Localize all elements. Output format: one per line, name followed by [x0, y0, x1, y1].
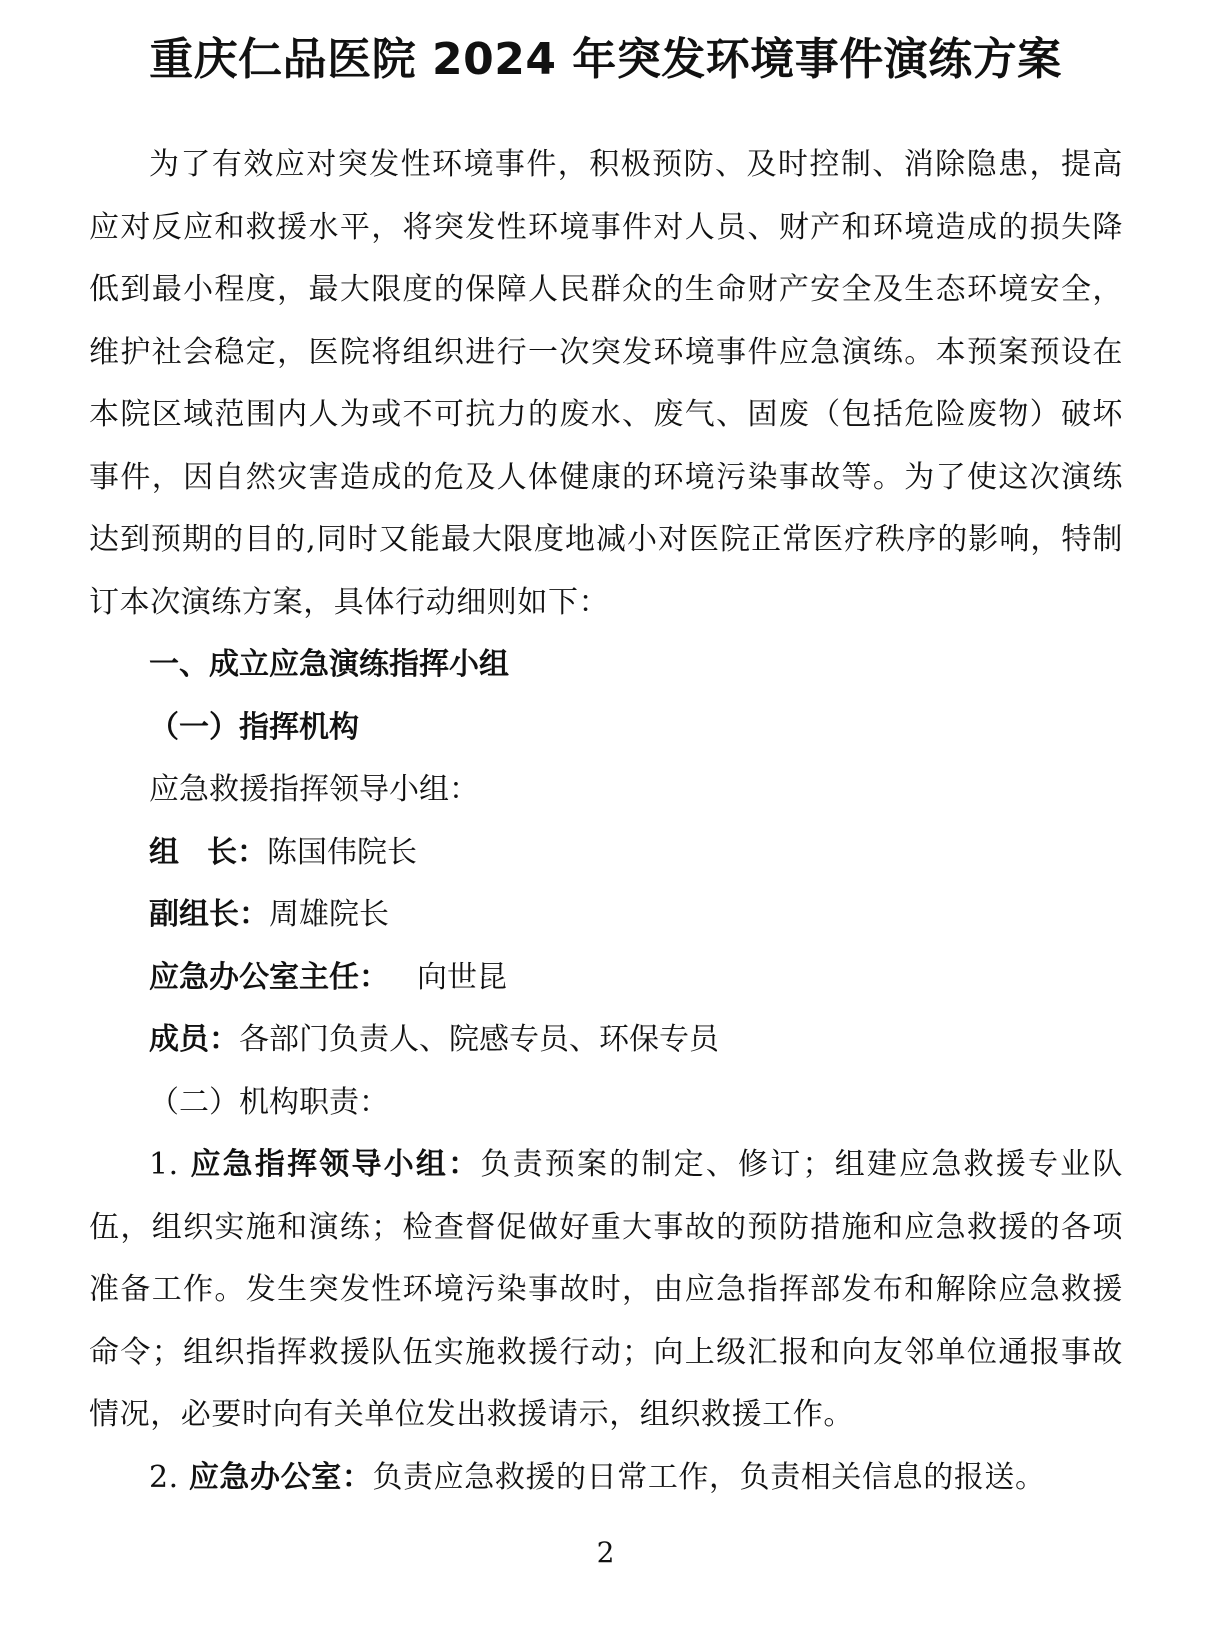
group-intro: 应急救援指挥领导小组：: [149, 772, 479, 807]
staff-value: 各部门负责人、院感专员、环保专员: [239, 1022, 719, 1057]
duty-text-1: 负责预案的制定、修订；组建应急救援专业队伍，组织实施和演练；检查督促做好重大事故的预防措施和应急救援的各项准备工作。发生突发性环境污染事故时，由应急指挥部发布和解除应急救援命令；组织指挥救援队伍实施救援行动；向上级汇报和向友邻单位通报事故情况，必要时向有关单位发出救援请示，组织救援工作。: [89, 1147, 1123, 1432]
leader-label-part2: 长：: [207, 834, 267, 870]
staff-line: [89, 1009, 1123, 1072]
section-heading-1: 一、成立应急演练指挥小组: [149, 647, 509, 682]
leader-value: 陈国伟院长: [267, 834, 417, 870]
subsection-heading-duties: （二）机构职责：: [149, 1084, 389, 1120]
leader-line: [89, 822, 1123, 885]
subsection-heading-command: （一）指挥机构: [149, 709, 359, 745]
staff-label: 成员：: [149, 1022, 239, 1057]
duty-number-2: 2.: [149, 1459, 179, 1495]
duty-paragraph-2: [89, 1447, 1123, 1510]
document-body: [89, 134, 1123, 1509]
document-title: 重庆仁品医院 2024 年突发环境事件演练方案: [149, 34, 1062, 85]
intro-paragraph: 为了有效应对突发性环境事件，积极预防、及时控制、消除隐患，提高应对反应和救援水平，将突发性环境事件对人员、财产和环境造成的损失降低到最小程度，最大限度的保障人民群众的生命财产安全及生态环境安全，维护社会稳定，医院将组织进行一次突发环境事件应急演练。本预案预设在本院区域范围内人为或不可抗力的废水、废气、固废（包括危险废物）破坏事件，因自然灾害造成的危及人体健康的环境污染事故等。为了使这次演练达到预期的目的,同时又能最大限度地减小对医院正常医疗秩序的影响，特制订本次演练方案，具体行动细则如下：: [89, 147, 1123, 620]
duty-text-2: 负责应急救援的日常工作，负责相关信息的报送。: [372, 1459, 1046, 1495]
office-value: 向世昆: [417, 959, 507, 995]
duty-label-2: 应急办公室：: [188, 1459, 373, 1495]
office-label: 应急办公室主任：: [149, 959, 389, 995]
duty-label-1: 应急指挥领导小组：: [188, 1147, 481, 1182]
duty-paragraph-1: [89, 1134, 1123, 1447]
deputy-value: 周雄院长: [269, 897, 389, 932]
leader-label-part1: 组: [149, 834, 179, 870]
page-number: 2: [596, 1536, 615, 1569]
office-line: [89, 947, 1123, 1010]
duty-number-1: 1.: [149, 1147, 179, 1182]
deputy-line: [89, 884, 1123, 947]
deputy-label: 副组长：: [149, 897, 269, 932]
